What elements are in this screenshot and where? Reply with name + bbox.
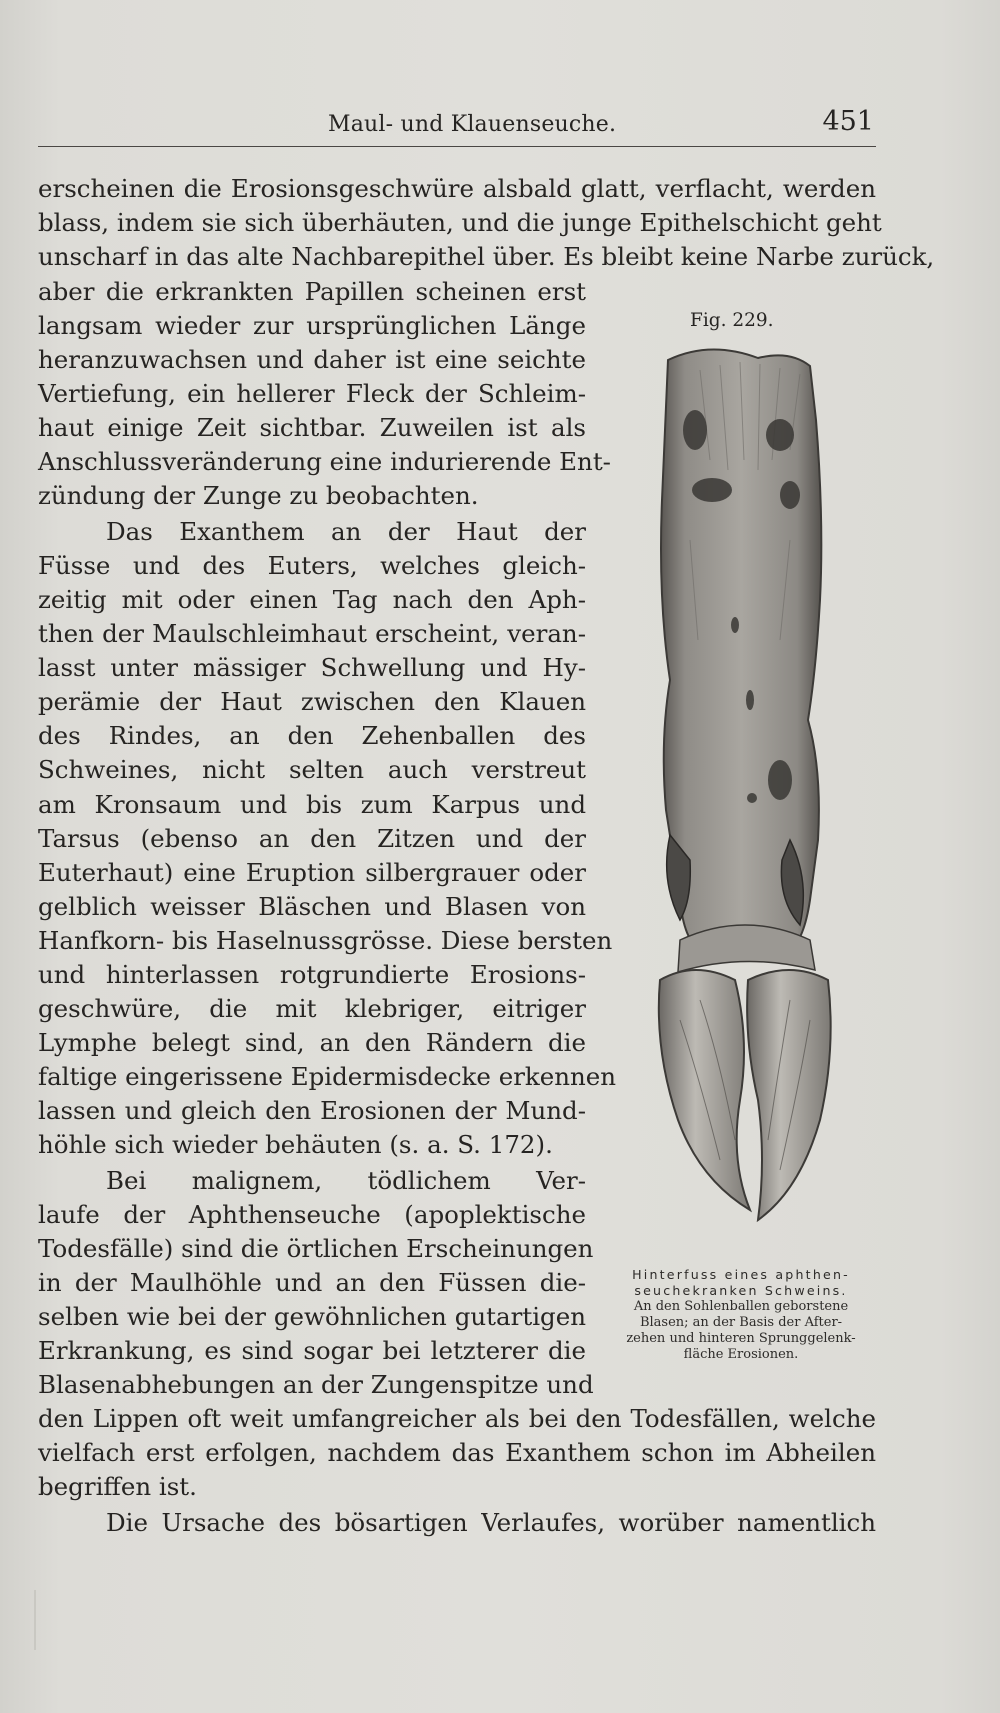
text-line: am Kronsaum und bis zum Karpus und <box>38 790 586 819</box>
text-line: Tarsus (ebenso an den Zitzen und der <box>38 824 586 853</box>
text-line: faltige eingerissene Epidermisdecke erkennen <box>38 1062 617 1091</box>
text-line: begriffen ist. <box>38 1472 197 1501</box>
text-line: Vertiefung, ein hellerer Fleck der Schleim- <box>38 379 586 408</box>
paragraph-start <box>38 517 586 546</box>
pig-hind-foot-drawing <box>640 340 850 1260</box>
text-line: lassen und gleich den Erosionen der Mund- <box>38 1096 586 1125</box>
figure-caption <box>596 1267 886 1363</box>
text-line: Schweines, nicht selten auch verstreut <box>38 755 586 784</box>
text-line: geschwüre, die mit klebriger, eitriger <box>38 994 586 1023</box>
text-line: Blasenabhebungen an der Zungenspitze und <box>38 1370 594 1399</box>
text-line: Todesfälle) sind die örtlichen Erscheinungen <box>38 1234 594 1263</box>
text-line: Erkrankung, es sind sogar bei letzterer die <box>38 1336 586 1365</box>
text-line: zeitig mit oder einen Tag nach den Aph- <box>38 585 586 614</box>
text-line: zündung der Zunge zu beobachten. <box>38 481 479 510</box>
paragraph-start <box>38 1166 586 1195</box>
text-line: vielfach erst erfolgen, nachdem das Exanthem schon im Abheilen <box>38 1438 876 1467</box>
text-line: Füsse und des Euters, welches gleich- <box>38 551 586 580</box>
text-line: perämie der Haut zwischen den Klauen <box>38 687 586 716</box>
text-line: then der Maulschleimhaut erscheint, veran- <box>38 619 586 648</box>
text-line: des Rindes, an den Zehenballen des <box>38 721 586 750</box>
text-line: Das Exanthem an der Haut der <box>106 517 586 546</box>
caption-title-line: seuchekranken Schweins. <box>634 1283 848 1298</box>
caption-body-line: zehen und hinteren Sprunggelenk- <box>626 1331 856 1346</box>
text-line: laufe der Aphthenseuche (apoplektische <box>38 1200 586 1229</box>
text-line: gelblich weisser Bläschen und Blasen von <box>38 892 586 921</box>
running-title: Maul- und Klauenseuche. <box>328 112 617 137</box>
text-line: Euterhaut) eine Eruption silbergrauer oder <box>38 858 586 887</box>
text-line: Bei malignem, tödlichem Ver- <box>106 1166 586 1195</box>
figure-illustration <box>640 340 850 1260</box>
paper-blemish <box>34 1590 36 1650</box>
text-line: erscheinen die Erosionsgeschwüre alsbald glatt, verflacht, werden <box>38 174 876 203</box>
text-line: selben wie bei der gewöhnlichen gutartigen <box>38 1302 586 1331</box>
text-line: Die Ursache des bösartigen Verlaufes, worüber namentlich <box>106 1508 876 1537</box>
text-line: und hinterlassen rotgrundierte Erosions- <box>38 960 586 989</box>
text-line: aber die erkrankten Papillen scheinen erst <box>38 277 586 306</box>
text-line: blass, indem sie sich überhäuten, und die junge Epithelschicht geht <box>38 208 882 237</box>
caption-body-line: fläche Erosionen. <box>683 1347 799 1362</box>
paragraph-start <box>38 1508 876 1537</box>
text-line: langsam wieder zur ursprünglichen Länge <box>38 311 586 340</box>
caption-title-line: Hinterfuss eines aphthen- <box>632 1267 850 1282</box>
caption-body-line: Blasen; an der Basis der After- <box>639 1315 843 1330</box>
text-line: Lymphe belegt sind, an den Rändern die <box>38 1028 586 1057</box>
text-line: haut einige Zeit sichtbar. Zuweilen ist als <box>38 413 586 442</box>
text-line: lasst unter mässiger Schwellung und Hy- <box>38 653 586 682</box>
text-line: Anschlussveränderung eine indurierende Ent- <box>38 447 611 476</box>
text-line: in der Maulhöhle und an den Füssen die- <box>38 1268 586 1297</box>
page-header <box>38 106 876 147</box>
text-line: heranzuwachsen und daher ist eine seichte <box>38 345 586 374</box>
page-number: 451 <box>822 106 874 137</box>
text-line: höhle sich wieder behäuten (s. a. S. 172). <box>38 1130 553 1159</box>
figure-label: Fig. 229. <box>690 310 774 331</box>
text-line: unscharf in das alte Nachbarepithel über. Es bleibt keine Narbe zurück, <box>38 242 935 271</box>
text-line: den Lippen oft weit umfangreicher als bei den Todesfällen, welche <box>38 1404 876 1433</box>
text-line: Hanfkorn- bis Haselnussgrösse. Diese bersten <box>38 926 613 955</box>
caption-body-line: An den Sohlenballen geborstene <box>633 1299 849 1314</box>
